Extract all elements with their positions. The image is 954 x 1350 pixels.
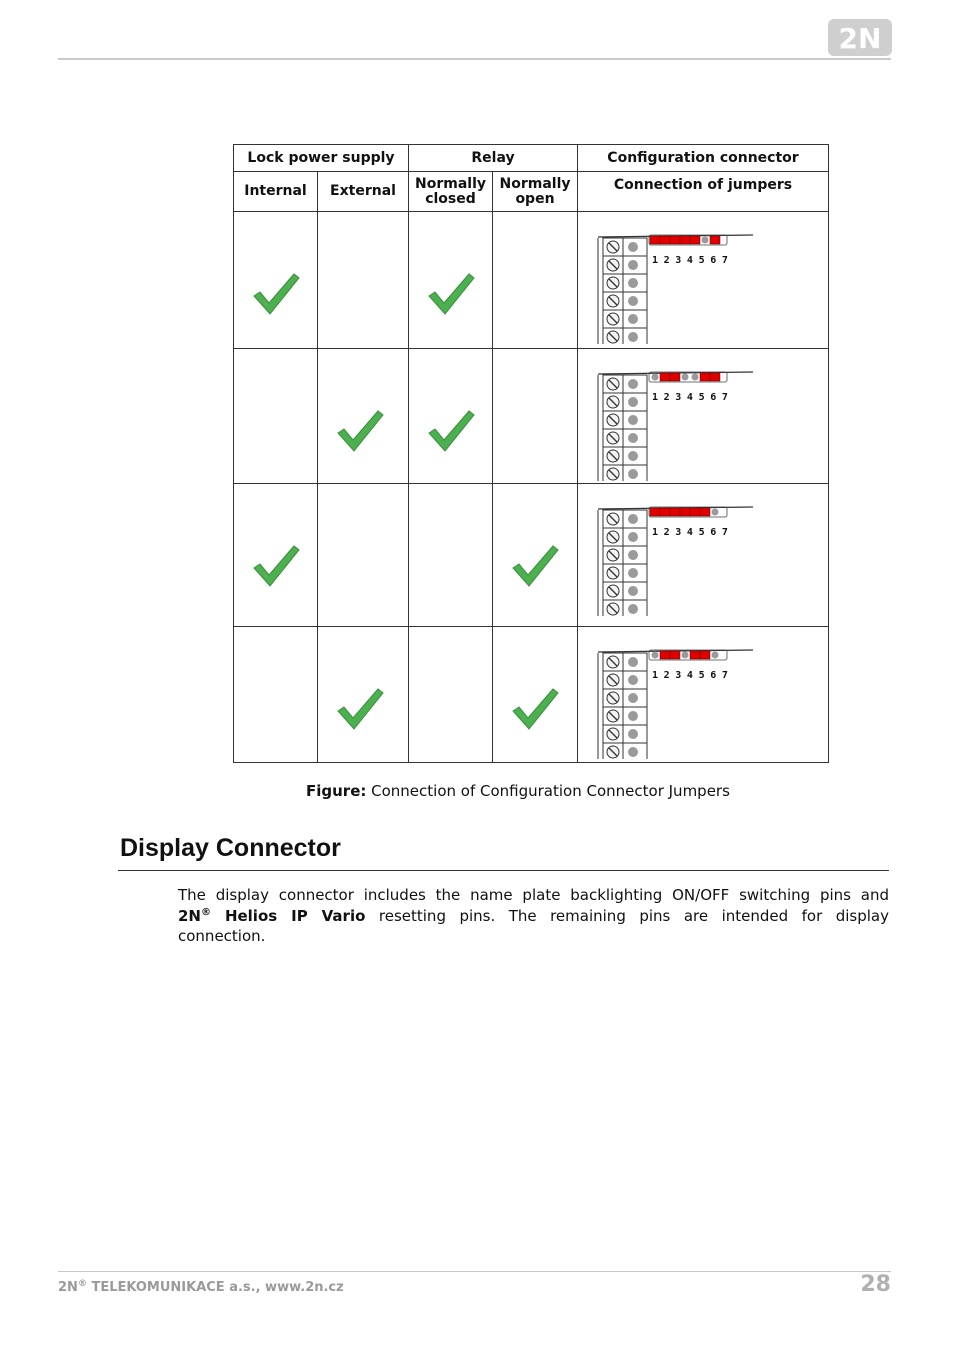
pin-numbers: 1 2 3 4 5 6 7 <box>652 392 728 403</box>
checkmark-icon <box>252 270 300 318</box>
paragraph-line-1: The display connector includes the name plate backlighting ON/OFF switching pins and <box>178 886 889 904</box>
cell-connection-of-jumpers <box>578 627 829 763</box>
header-normally-closed: Normally closed <box>409 172 493 212</box>
brand-2n: 2N <box>178 907 201 925</box>
footer-brand: 2N <box>58 1280 78 1295</box>
cell-normally-closed <box>409 349 493 484</box>
cell-external <box>318 212 409 349</box>
connector-jumper-diagram <box>595 369 755 481</box>
cell-normally-open <box>493 212 578 349</box>
cell-normally-open <box>493 349 578 484</box>
checkmark-icon <box>427 270 475 318</box>
section-paragraph <box>178 884 889 946</box>
header-external: External <box>318 172 409 212</box>
jumper-config-table <box>233 144 829 763</box>
paragraph-line-2-rest: resetting pins. The remaining pins are intended for display <box>365 907 889 925</box>
checkmark-icon <box>511 542 559 590</box>
checkmark-icon <box>427 407 475 455</box>
header-internal: Internal <box>234 172 318 212</box>
table-row <box>234 349 829 484</box>
pin-numbers: 1 2 3 4 5 6 7 <box>652 527 728 538</box>
checkmark-icon <box>252 542 300 590</box>
cell-normally-closed <box>409 212 493 349</box>
cell-normally-open <box>493 484 578 627</box>
table-group-header-row <box>234 145 829 172</box>
section-rule <box>118 870 889 871</box>
cell-connection-of-jumpers <box>578 484 829 627</box>
pin-numbers: 1 2 3 4 5 6 7 <box>652 255 728 266</box>
checkmark-icon <box>511 685 559 733</box>
paragraph-line-2 <box>178 906 889 926</box>
product-name: Helios IP Vario <box>211 907 366 925</box>
cell-external <box>318 627 409 763</box>
header-normally-open: Normally open <box>493 172 578 212</box>
checkmark-icon <box>336 685 384 733</box>
header-connection-of-jumpers: Connection of jumpers <box>578 172 829 212</box>
cell-internal <box>234 627 318 763</box>
pin-numbers: 1 2 3 4 5 6 7 <box>652 670 728 681</box>
connector-jumper-diagram <box>595 504 755 616</box>
cell-external <box>318 484 409 627</box>
logo-text: 2N <box>838 22 882 55</box>
section-title: Display Connector <box>120 834 341 862</box>
cell-internal <box>234 212 318 349</box>
table-row <box>234 212 829 349</box>
connector-jumper-diagram <box>595 232 755 344</box>
caption-text: Connection of Configuration Connector Jumpers <box>366 782 730 800</box>
table-row <box>234 627 829 763</box>
connector-jumper-diagram <box>595 647 755 759</box>
registered-mark: ® <box>201 907 211 918</box>
header-configuration-connector: Configuration connector <box>578 145 829 172</box>
page-number: 28 <box>860 1272 891 1297</box>
footer-company-rest: TELEKOMUNIKACE a.s., www.2n.cz <box>86 1280 344 1295</box>
table-row <box>234 484 829 627</box>
footer-rule <box>58 1271 891 1272</box>
paragraph-line-3: connection. <box>178 927 266 945</box>
header-rule <box>58 58 891 60</box>
header-relay: Relay <box>409 145 578 172</box>
cell-internal <box>234 349 318 484</box>
cell-internal <box>234 484 318 627</box>
cell-connection-of-jumpers <box>578 212 829 349</box>
2n-logo <box>828 19 892 56</box>
cell-normally-closed <box>409 627 493 763</box>
checkmark-icon <box>336 407 384 455</box>
cell-external <box>318 349 409 484</box>
cell-normally-closed <box>409 484 493 627</box>
footer-company <box>58 1280 344 1295</box>
header-lock-power-supply: Lock power supply <box>234 145 409 172</box>
cell-connection-of-jumpers <box>578 349 829 484</box>
table-sub-header-row <box>234 172 829 212</box>
figure-caption <box>306 782 730 800</box>
footer-reg: ® <box>77 1279 87 1289</box>
cell-normally-open <box>493 627 578 763</box>
caption-label: Figure: <box>306 782 367 800</box>
